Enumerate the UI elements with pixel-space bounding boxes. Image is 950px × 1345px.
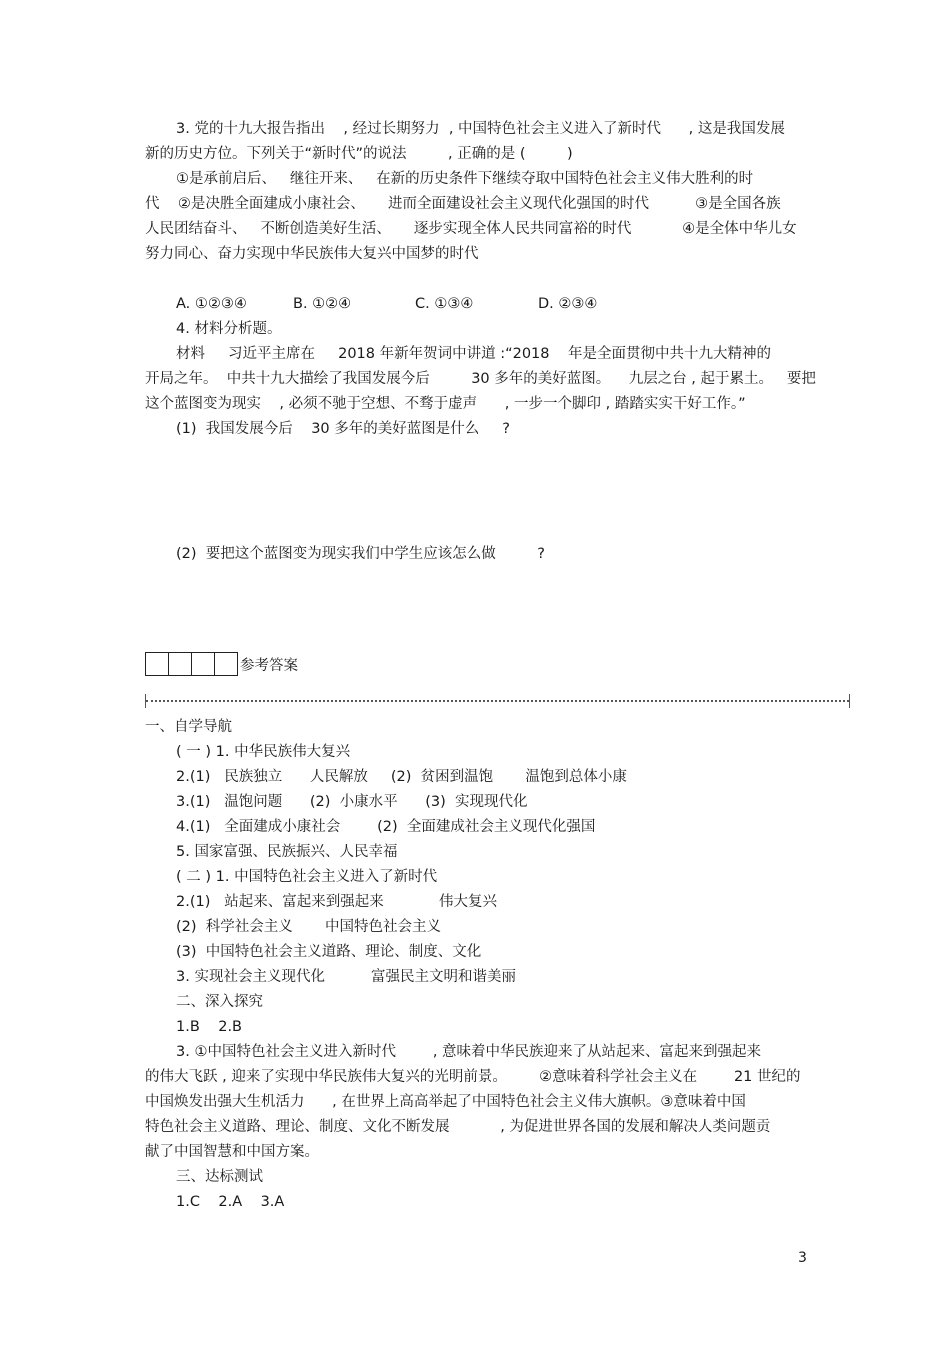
answer-line: 的伟大飞跃 , 迎来了实现中华民族伟大复兴的光明前景。 ②意味着科学社会主义在 21 世纪的 xyxy=(145,1069,801,1085)
q4-material-line2: 开局之年。 中共十九大描绘了我国发展今后 30 多年的美好蓝图。 九层之台 , 起于累土。 要把 xyxy=(145,371,816,387)
q4-subquestion-1: (1) 我国发展今后 30 多年的美好蓝图是什么 ? xyxy=(176,421,510,437)
q3-option-line2: 代 ②是决胜全面建成小康社会、 进而全面建设社会主义现代化强国的时代 ③是全国各族 xyxy=(145,196,781,212)
answer-line: 二、深入探究 xyxy=(176,994,263,1010)
answer-line: 3. ①中国特色社会主义进入新时代 , 意味着中华民族迎来了从站起来、富起来到强起来 xyxy=(176,1044,762,1060)
q3-option-line1: ①是承前启后、 继往开来、 在新的历史条件下继续夺取中国特色社会主义伟大胜利的时 xyxy=(176,171,754,187)
answer-line: 5. 国家富强、民族振兴、人民幸福 xyxy=(176,844,398,860)
answer-line: ( 一 ) 1. 中华民族伟大复兴 xyxy=(176,744,351,760)
q3-stem-line2: 新的历史方位。下列关于“新时代”的说法 , 正确的是 ( ) xyxy=(145,146,573,162)
header-box xyxy=(168,652,192,676)
answer-line: (2) 科学社会主义 中国特色社会主义 xyxy=(176,919,442,935)
header-box xyxy=(145,652,169,676)
answer-line: 献了中国智慧和中国方案。 xyxy=(145,1144,319,1160)
header-box xyxy=(214,652,238,676)
dotted-divider xyxy=(145,694,850,708)
answer-line: 1.C 2.A 3.A xyxy=(176,1194,285,1210)
answer-line: 3.(1) 温饱问题 (2) 小康水平 (3) 实现现代化 xyxy=(176,794,528,810)
q3-option-line4: 努力同心、奋力实现中华民族伟大复兴中国梦的时代 xyxy=(145,246,479,262)
answer-line: 1.B 2.B xyxy=(176,1019,243,1035)
q4-material-line3: 这个蓝图变为现实 , 必须不驰于空想、不骛于虚声 , 一步一个脚印 , 踏踏实实干好工作。” xyxy=(145,396,746,412)
q3-choice-c: C. ①③④ xyxy=(415,296,474,312)
answer-line: 4.(1) 全面建成小康社会 (2) 全面建成社会主义现代化强国 xyxy=(176,819,596,835)
q4-material-line1: 材料 习近平主席在 2018 年新年贺词中讲道 :“2018 年是全面贯彻中共十九大精神的 xyxy=(176,346,771,362)
answer-line: ( 二 ) 1. 中国特色社会主义进入了新时代 xyxy=(176,869,438,885)
q4-title: 4. 材料分析题。 xyxy=(176,321,282,337)
q3-option-line3: 人民团结奋斗、 不断创造美好生活、 逐步实现全体人民共同富裕的时代 ④是全体中华儿女 xyxy=(145,221,797,237)
answer-line: 2.(1) 民族独立 人民解放 (2) 贫困到温饱 温饱到总体小康 xyxy=(176,769,627,785)
answer-line: 三、达标测试 xyxy=(176,1169,263,1185)
header-box xyxy=(191,652,215,676)
q4-subquestion-2: (2) 要把这个蓝图变为现实我们中学生应该怎么做 ? xyxy=(176,546,545,562)
q3-choice-d: D. ②③④ xyxy=(538,296,598,312)
answer-section-title: 参考答案 xyxy=(240,658,298,674)
answer-line: 一、自学导航 xyxy=(145,719,232,735)
q3-choice-a: A. ①②③④ xyxy=(176,296,247,312)
answer-line: 2.(1) 站起来、富起来到强起来 伟大复兴 xyxy=(176,894,498,910)
answer-line: 3. 实现社会主义现代化 富强民主文明和谐美丽 xyxy=(176,969,517,985)
q3-stem-line1: 3. 党的十九大报告指出 , 经过长期努力 , 中国特色社会主义进入了新时代 , 这是我国发展 xyxy=(176,121,785,137)
answer-line: (3) 中国特色社会主义道路、理论、制度、文化 xyxy=(176,944,482,960)
answer-line: 特色社会主义道路、理论、制度、文化不断发展 , 为促进世界各国的发展和解决人类问题贡 xyxy=(145,1119,771,1135)
answer-header-boxes xyxy=(145,652,237,676)
q3-choice-b: B. ①②④ xyxy=(293,296,352,312)
answer-line: 中国焕发出强大生机活力 , 在世界上高高举起了中国特色社会主义伟大旗帜。③意味着中国 xyxy=(145,1094,746,1110)
page-number: 3 xyxy=(798,1250,807,1266)
